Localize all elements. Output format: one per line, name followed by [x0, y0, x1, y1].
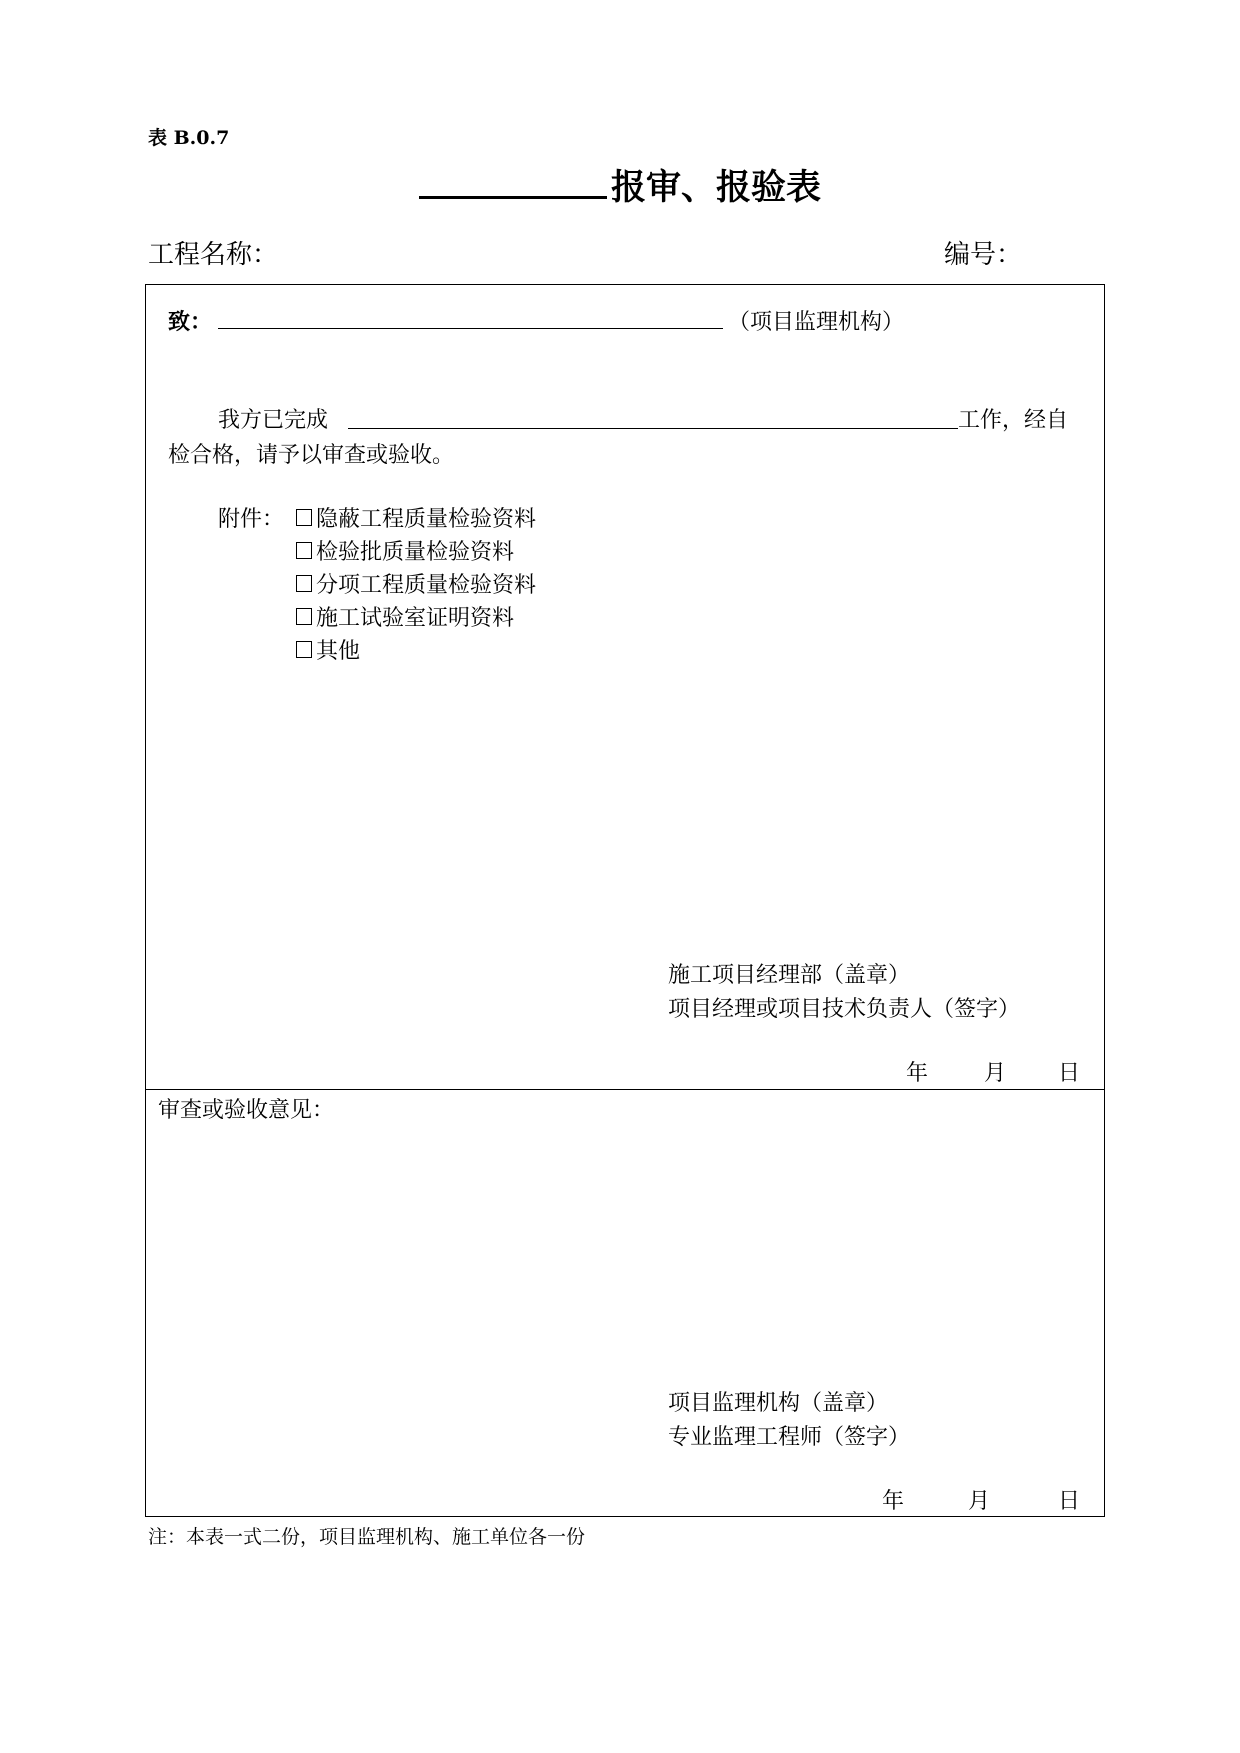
- attachment-label: 隐蔽工程质量检验资料: [316, 507, 537, 532]
- completed-work-field[interactable]: [348, 400, 958, 429]
- checkbox-icon[interactable]: [296, 608, 312, 625]
- attachment-item[interactable]: [296, 568, 536, 599]
- completed-prefix: 我方已完成: [218, 408, 329, 433]
- attachment-item[interactable]: [296, 601, 514, 632]
- completed-line-2: 检合格，请予以审查或验收。: [168, 443, 455, 468]
- to-suffix: （项目监理机构）: [728, 310, 905, 335]
- to-label: 致：: [168, 309, 213, 335]
- page-title-row: [0, 160, 1240, 210]
- date-month-label: 月: [968, 1489, 991, 1514]
- attachment-item[interactable]: [296, 502, 536, 533]
- attachment-label: 其他: [316, 639, 361, 664]
- project-name-label: 工程名称：: [148, 240, 279, 270]
- completed-suffix: 工作，经自: [958, 408, 1069, 433]
- opinion-label: 审查或验收意见：: [158, 1098, 335, 1123]
- checkbox-icon[interactable]: [296, 542, 312, 559]
- title-blank-field[interactable]: [419, 166, 607, 199]
- section-divider: [145, 1089, 1105, 1090]
- attachment-label: 分项工程质量检验资料: [316, 573, 537, 598]
- date-day-label: 日: [1058, 1489, 1081, 1514]
- checkbox-icon[interactable]: [296, 641, 312, 658]
- attachment-item[interactable]: [296, 634, 360, 665]
- date-year-label: 年: [882, 1489, 905, 1514]
- project-manager-signature-label: 项目经理或项目技术负责人（签字）: [668, 997, 1021, 1022]
- attachment-label: 施工试验室证明资料: [316, 606, 515, 631]
- attachment-label: 检验批质量检验资料: [316, 540, 515, 565]
- date-year-label: 年: [906, 1061, 929, 1086]
- date-day-label: 日: [1058, 1061, 1081, 1086]
- footer-note: 注：本表一式二份，项目监理机构、施工单位各一份: [148, 1526, 586, 1548]
- table-number: 表 B.0.7: [148, 127, 230, 149]
- supervision-seal-label: 项目监理机构（盖章）: [668, 1391, 889, 1416]
- construction-dept-seal-label: 施工项目经理部（盖章）: [668, 963, 911, 988]
- supervision-engineer-signature-label: 专业监理工程师（签字）: [668, 1425, 911, 1450]
- checkbox-icon[interactable]: [296, 575, 312, 592]
- attachments-label: 附件：: [218, 507, 285, 532]
- page-title: 报审、报验表: [610, 167, 821, 208]
- attachment-item[interactable]: [296, 535, 514, 566]
- checkbox-icon[interactable]: [296, 509, 312, 526]
- date-month-label: 月: [984, 1061, 1007, 1086]
- to-recipient-field[interactable]: [218, 302, 723, 329]
- number-label: 编号：: [944, 240, 1023, 270]
